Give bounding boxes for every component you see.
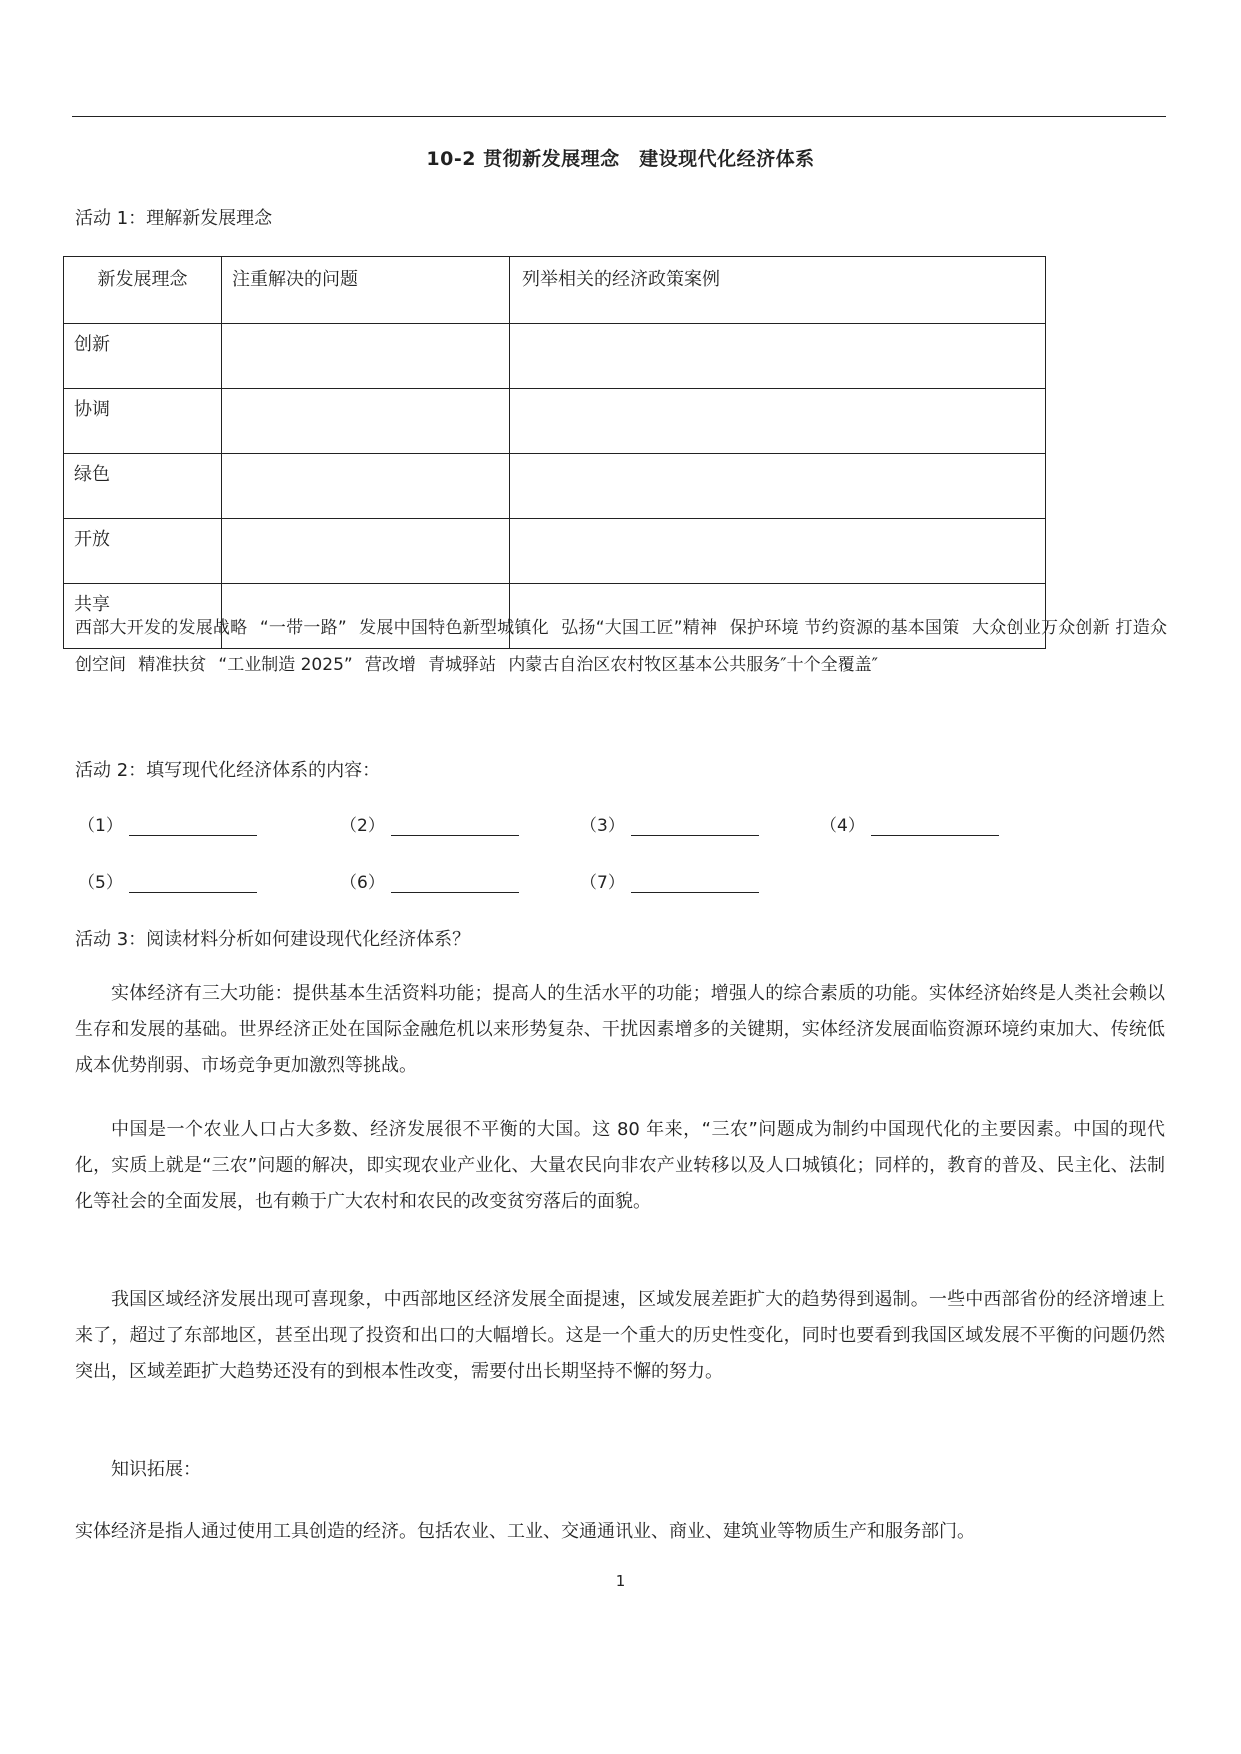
policy-example: 青城驿站 (428, 655, 497, 675)
policy-example: 大众创业万众创新 打造众创空间 (75, 618, 1168, 675)
column-header: 列举相关的经济政策案例 (510, 257, 1046, 324)
fill-blank[interactable]: （7） (580, 868, 759, 893)
page-number: 1 (615, 1572, 626, 1590)
row-label: 共享 (64, 584, 222, 649)
policy-example: “一带一路” (259, 618, 347, 638)
policy-example: 精准扶贫 (138, 655, 207, 675)
fill-blank[interactable]: （2） (340, 811, 519, 836)
activity1-heading: 活动 1：理解新发展理念 (75, 208, 273, 229)
reading-paragraph: 我国区域经济发展出现可喜现象，中西部地区经济发展全面提速，区域发展差距扩大的趋势得到遏制。一些中西部省份的经济增速上来了，超过了东部地区，甚至出现了投资和出口的大幅增长。这是一个重大的历史性变化，同时也要看到我国区域发展不平衡的问题仍然突出，区域差距扩大趋势还没有的到根本性改变，需要付出长期坚持不懈的努力。 (75, 1289, 1165, 1382)
fill-blank[interactable]: （3） (580, 811, 759, 836)
activity3-heading: 活动 3：阅读材料分析如何建设现代化经济体系？ (75, 929, 471, 950)
fill-blank[interactable]: （5） (78, 868, 257, 893)
table-row (64, 389, 1046, 454)
column-header: 新发展理念 (64, 257, 222, 324)
answer-cell[interactable] (510, 454, 1046, 519)
fill-blank[interactable]: （1） (78, 811, 257, 836)
reading-paragraph: 中国是一个农业人口占大多数、经济发展很不平衡的大国。这 80 年来，“三农”问题成为制约中国现代化的主要因素。中国的现代化，实质上就是“三农”问题的解决，即实现农业产业化、大量农民向非农产业转移以及人口城镇化；同样的，教育的普及、民主化、法制化等社会的全面发展，也有赖于广大农村和农民的改变贫穷落后的面貌。 (75, 1119, 1165, 1212)
column-header: 注重解决的问题 (222, 257, 510, 324)
extension-label: 知识拓展： (111, 1459, 201, 1480)
table-header-row (64, 257, 1046, 324)
answer-cell[interactable] (222, 389, 510, 454)
answer-cell[interactable] (510, 389, 1046, 454)
extension-text: 实体经济是指人通过使用工具创造的经济。包括农业、工业、交通通讯业、商业、建筑业等物质生产和服务部门。 (75, 1521, 975, 1542)
policy-example: 弘扬“大国工匠”精神 (561, 618, 718, 638)
table-row (64, 454, 1046, 519)
policy-example: “工业制造 2025” (218, 655, 353, 675)
policy-example: 保护环境 节约资源的基本国策 (729, 618, 960, 638)
policy-example: 营改增 (364, 655, 416, 675)
row-label: 协调 (64, 389, 222, 454)
concept-table (63, 256, 1046, 649)
answer-cell[interactable] (222, 519, 510, 584)
reading-paragraph: 实体经济有三大功能：提供基本生活资料功能；提高人的生活水平的功能；增强人的综合素质的功能。实体经济始终是人类社会赖以生存和发展的基础。世界经济正处在国际金融危机以来形势复杂、干扰因素增多的关键期，实体经济发展面临资源环境约束加大、传统低成本优势削弱、市场竞争更加激烈等挑战。 (75, 983, 1165, 1076)
policy-example: 内蒙古自治区农村牧区基本公共服务″十个全覆盖″ (508, 655, 879, 675)
table-row (64, 324, 1046, 389)
activity2-heading: 活动 2：填写现代化经济体系的内容： (75, 760, 381, 781)
policy-example: 发展中国特色新型城镇化 (359, 618, 549, 638)
policy-examples (75, 610, 1167, 684)
answer-cell[interactable] (510, 324, 1046, 389)
answer-cell[interactable] (222, 324, 510, 389)
row-label: 创新 (64, 324, 222, 389)
header-rule (72, 116, 1166, 117)
fill-blank[interactable]: （6） (340, 868, 519, 893)
row-label: 绿色 (64, 454, 222, 519)
row-label: 开放 (64, 519, 222, 584)
answer-cell[interactable] (510, 519, 1046, 584)
page-title: 10-2 贯彻新发展理念 建设现代化经济体系 (426, 148, 815, 170)
fill-blank[interactable]: （4） (820, 811, 999, 836)
policy-example: 西部大开发的发展战略 (75, 618, 248, 638)
answer-cell[interactable] (222, 454, 510, 519)
table-row (64, 519, 1046, 584)
